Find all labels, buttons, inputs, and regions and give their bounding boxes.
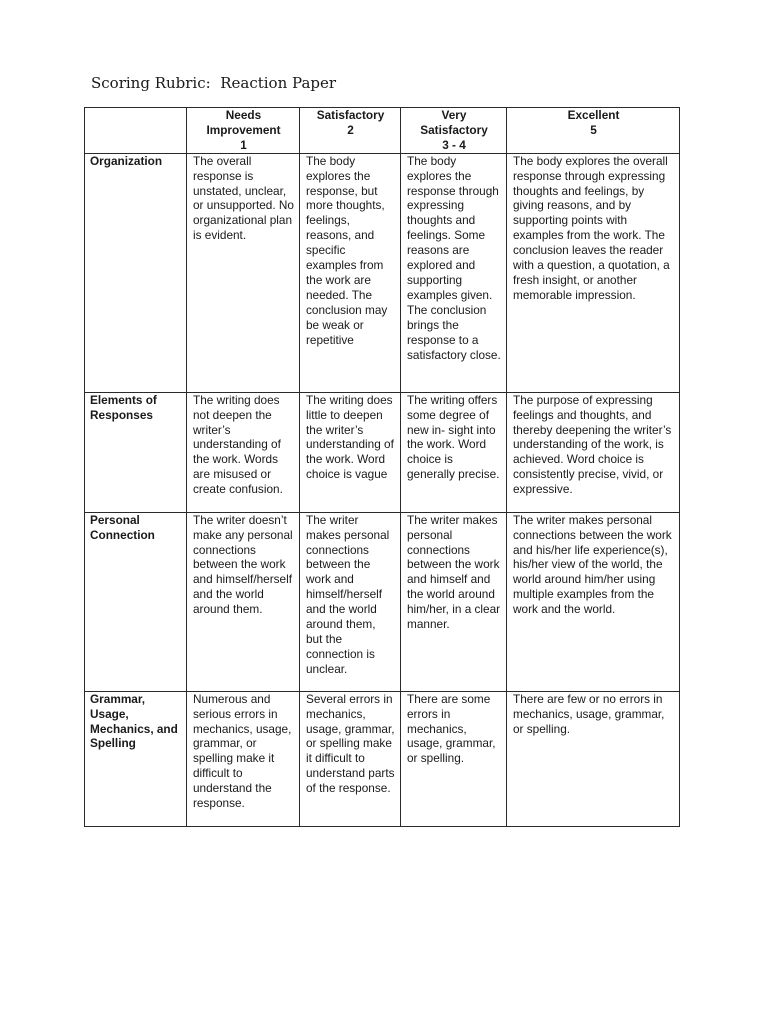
- header-row: [85, 108, 680, 154]
- rubric-cell-text: The writer makes personal connections between the work and himself and the world around him/her, in a clear manner.: [407, 512, 501, 632]
- rubric-cell: [401, 691, 507, 826]
- header-level-score: 3 - 4: [442, 137, 466, 152]
- header-level-name: Satisfactory: [316, 108, 385, 122]
- rubric-cell: [507, 512, 680, 691]
- rubric-cell: [300, 153, 401, 392]
- header-level-name: Improvement: [206, 122, 281, 137]
- rubric-row-grammar-usage-mechanics-spelling: [85, 691, 680, 826]
- header-level-score: 1: [240, 137, 247, 152]
- rubric-cell-text: Several errors in mechanics, usage, grammar, or spelling make it difficult to understand parts of the response.: [306, 691, 395, 796]
- criterion-label: Elements of Responses: [85, 392, 187, 512]
- header-level-name: Very: [441, 108, 467, 122]
- rubric-cell: [300, 691, 401, 826]
- rubric-cell-text: The overall response is unstated, unclear, or unsupported. No organizational plan is evident.: [193, 153, 294, 243]
- rubric-row-elements-of-responses: [85, 392, 680, 512]
- header-needs-improvement: [187, 108, 300, 154]
- criterion-label: Personal Connection: [85, 512, 187, 691]
- rubric-cell: [507, 392, 680, 512]
- rubric-cell: [300, 392, 401, 512]
- rubric-row-personal-connection: [85, 512, 680, 691]
- header-criterion-blank: [85, 108, 187, 154]
- rubric-cell-text: There are some errors in mechanics, usage, grammar, or spelling.: [407, 691, 496, 766]
- rubric-cell: [401, 153, 507, 392]
- rubric-cell: [507, 153, 680, 392]
- header-excellent: [507, 108, 680, 154]
- rubric-cell-text: The writer makes personal connections between the work and himself/herself and the world around them, but the connection is unclear.: [306, 512, 390, 676]
- header-level-score: 5: [590, 122, 597, 137]
- rubric-row-organization: [85, 153, 680, 392]
- rubric-cell: [507, 691, 680, 826]
- rubric-cell-text: The body explores the overall response through expressing thoughts and feelings, by giving reasons, and by supporting points with examples from the work. The conclusion leaves the reader with a question, a quotation, a fresh insight, or another memorable impression.: [513, 153, 670, 302]
- criterion-label: Organization: [85, 153, 187, 392]
- rubric-cell-text: The writer makes personal connections between the work and his/her life experience(s), his/her view of the world, the world around him/her using multiple examples from the work and the world.: [513, 512, 672, 617]
- rubric-cell-text: The writing does not deepen the writer’s understanding of the work. Words are misused or create confusion.: [193, 392, 283, 497]
- header-satisfactory: [300, 108, 401, 154]
- rubric-cell: [401, 512, 507, 691]
- rubric-cell-text: The body explores the response through expressing thoughts and feelings. Some reasons are explored and supporting examples given. The conclusion brings the response to a satisfactory close.: [407, 153, 501, 362]
- criterion-label: Grammar, Usage, Mechanics, and Spelling: [85, 691, 187, 826]
- rubric-cell: [187, 153, 300, 392]
- scoring-rubric-table: [84, 107, 680, 827]
- rubric-cell-text: The writer doesn’t make any personal connections between the work and himself/herself and the world around them.: [193, 512, 293, 617]
- header-level-name: Needs: [225, 108, 262, 122]
- header-level-name: Excellent: [567, 108, 620, 122]
- rubric-cell-text: The writing offers some degree of new in- sight into the work. Word choice is generally precise.: [407, 392, 500, 482]
- rubric-cell-text: Numerous and serious errors in mechanics, usage, grammar, or spelling make it difficult to understand the response.: [193, 691, 292, 811]
- rubric-cell-text: There are few or no errors in mechanics, usage, grammar, or spelling.: [513, 691, 665, 736]
- header-level-score: 2: [347, 122, 354, 137]
- document-title: Scoring Rubric: Reaction Paper: [91, 74, 337, 92]
- rubric-cell-text: The purpose of expressing feelings and thoughts, and thereby deepening the writer’s understanding of the work, is achieved. Word choice is consistently precise, vivid, or expressive.: [513, 392, 672, 497]
- rubric-cell-text: The body explores the response, but more thoughts, feelings, reasons, and specific examples from the work are needed. The conclusion may be weak or repetitive: [306, 153, 388, 347]
- header-very-satisfactory: [401, 108, 507, 154]
- header-level-name: Satisfactory: [420, 122, 488, 137]
- rubric-cell: [187, 691, 300, 826]
- rubric-cell: [401, 392, 507, 512]
- rubric-cell: [187, 512, 300, 691]
- rubric-cell-text: The writing does little to deepen the writer’s understanding of the work. Word choice is vague: [306, 392, 394, 482]
- rubric-cell: [187, 392, 300, 512]
- rubric-cell: [300, 512, 401, 691]
